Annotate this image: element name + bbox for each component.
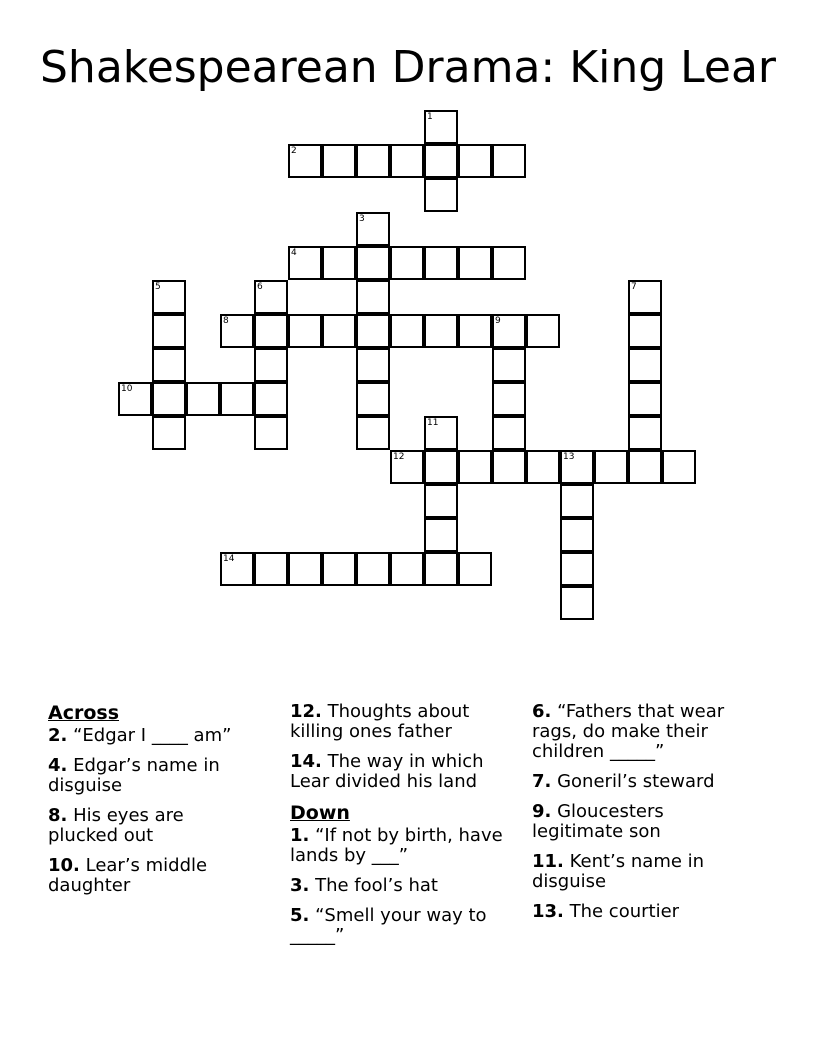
clue <box>290 906 505 946</box>
clue-number: 14. <box>290 751 322 772</box>
grid-cell[interactable] <box>220 314 254 348</box>
cell-number: 7 <box>631 282 637 292</box>
clue-text: His eyes are plucked out <box>48 805 184 846</box>
clue <box>532 702 757 762</box>
grid-cell[interactable] <box>390 246 424 280</box>
grid-cell[interactable] <box>594 450 628 484</box>
grid-cell[interactable] <box>492 314 526 348</box>
clue-number: 5. <box>290 905 310 926</box>
cell-number: 6 <box>257 282 263 292</box>
grid-cell[interactable] <box>424 484 458 518</box>
clue-text: Kent’s name in disguise <box>532 851 705 892</box>
clue-text: Edgar’s name in disguise <box>48 755 220 796</box>
cell-number: 5 <box>155 282 161 292</box>
grid-cell[interactable] <box>424 314 458 348</box>
cell-number: 3 <box>359 214 365 224</box>
clues-column-3 <box>532 702 757 932</box>
grid-cell[interactable] <box>560 450 594 484</box>
grid-cell[interactable] <box>254 280 288 314</box>
across-heading: Across <box>48 702 120 724</box>
grid-cell[interactable] <box>458 144 492 178</box>
clue <box>290 752 505 792</box>
grid-cell[interactable] <box>220 382 254 416</box>
cell-number: 2 <box>291 146 297 156</box>
grid-cell[interactable] <box>254 416 288 450</box>
clue-text: Gloucesters legitimate son <box>532 801 664 842</box>
grid-cell[interactable] <box>628 348 662 382</box>
down-heading: Down <box>290 802 350 824</box>
grid-cell[interactable] <box>390 552 424 586</box>
across-clue-list <box>48 726 258 896</box>
puzzle-title: Shakespearean Drama: King Lear <box>40 42 776 93</box>
grid-cell[interactable] <box>254 314 288 348</box>
grid-cell[interactable] <box>322 144 356 178</box>
grid-cell[interactable] <box>254 552 288 586</box>
grid-cell[interactable] <box>356 212 390 246</box>
clue-text: Thoughts about killing ones father <box>290 701 470 742</box>
grid-cell[interactable] <box>492 246 526 280</box>
grid-cell[interactable] <box>322 552 356 586</box>
grid-cell[interactable] <box>662 450 696 484</box>
clue-text: “Smell your way to _____” <box>290 905 487 946</box>
clue <box>48 756 258 796</box>
clue <box>532 852 757 892</box>
grid-cell[interactable] <box>254 382 288 416</box>
grid-cell[interactable] <box>628 450 662 484</box>
grid-cell[interactable] <box>288 314 322 348</box>
grid-cell[interactable] <box>186 382 220 416</box>
grid-cell[interactable] <box>220 552 254 586</box>
grid-cell[interactable] <box>356 416 390 450</box>
clue-number: 4. <box>48 755 68 776</box>
clue-number: 1. <box>290 825 310 846</box>
grid-cell[interactable] <box>390 314 424 348</box>
grid-cell[interactable] <box>424 110 458 144</box>
grid-cell[interactable] <box>560 586 594 620</box>
grid-cell[interactable] <box>152 382 186 416</box>
grid-cell[interactable] <box>254 348 288 382</box>
down-clue-list <box>290 826 505 946</box>
cell-number: 12 <box>393 452 405 462</box>
grid-cell[interactable] <box>322 246 356 280</box>
grid-cell[interactable] <box>322 314 356 348</box>
clue-text: “Edgar I ____ am” <box>67 725 232 746</box>
cell-number: 10 <box>121 384 133 394</box>
grid-cell[interactable] <box>560 484 594 518</box>
grid-cell[interactable] <box>424 450 458 484</box>
grid-cell[interactable] <box>356 144 390 178</box>
grid-cell[interactable] <box>390 450 424 484</box>
cell-number: 9 <box>495 316 501 326</box>
clue-number: 9. <box>532 801 552 822</box>
grid-cell[interactable] <box>424 416 458 450</box>
grid-cell[interactable] <box>118 382 152 416</box>
grid-cell[interactable] <box>628 382 662 416</box>
clue-number: 12. <box>290 701 322 722</box>
clue <box>532 802 757 842</box>
clues-column-2 <box>290 702 505 956</box>
clue-text: Goneril’s steward <box>551 771 715 792</box>
grid-cell[interactable] <box>560 518 594 552</box>
grid-cell[interactable] <box>560 552 594 586</box>
grid-cell[interactable] <box>424 552 458 586</box>
grid-cell[interactable] <box>492 144 526 178</box>
cell-number: 13 <box>563 452 575 462</box>
clue-number: 3. <box>290 875 310 896</box>
cell-number: 8 <box>223 316 229 326</box>
grid-cell[interactable] <box>356 348 390 382</box>
clue <box>532 772 757 792</box>
clue-number: 2. <box>48 725 68 746</box>
grid-cell[interactable] <box>424 246 458 280</box>
clues-column-1 <box>48 702 258 906</box>
clue-number: 7. <box>532 771 552 792</box>
grid-cell[interactable] <box>526 314 560 348</box>
grid-cell[interactable] <box>288 246 322 280</box>
grid-cell[interactable] <box>628 416 662 450</box>
clue <box>532 902 757 922</box>
clue-text: “If not by birth, have lands by ___” <box>290 825 503 866</box>
clue-number: 6. <box>532 701 552 722</box>
grid-cell[interactable] <box>424 144 458 178</box>
grid-cell[interactable] <box>390 144 424 178</box>
clue-text: “Fathers that wear rags, do make their children _____” <box>532 701 725 762</box>
clue <box>290 876 505 896</box>
cell-number: 14 <box>223 554 235 564</box>
grid-cell[interactable] <box>492 348 526 382</box>
grid-cell[interactable] <box>492 450 526 484</box>
clue <box>290 702 505 742</box>
grid-cell[interactable] <box>628 314 662 348</box>
clue <box>290 826 505 866</box>
grid-cell[interactable] <box>628 280 662 314</box>
down-clue-list-continued <box>532 702 757 922</box>
clue-number: 13. <box>532 901 564 922</box>
grid-cell[interactable] <box>458 450 492 484</box>
grid-cell[interactable] <box>458 552 492 586</box>
grid-cell[interactable] <box>424 518 458 552</box>
grid-cell[interactable] <box>152 280 186 314</box>
grid-cell[interactable] <box>356 280 390 314</box>
across-clue-list-continued <box>290 702 505 792</box>
grid-cell[interactable] <box>356 552 390 586</box>
grid-cell[interactable] <box>458 314 492 348</box>
grid-cell[interactable] <box>356 314 390 348</box>
clue-text: The courtier <box>563 901 680 922</box>
grid-cell[interactable] <box>288 144 322 178</box>
grid-cell[interactable] <box>356 382 390 416</box>
grid-cell[interactable] <box>424 178 458 212</box>
grid-cell[interactable] <box>492 382 526 416</box>
clue <box>48 806 258 846</box>
clue <box>48 726 258 746</box>
clue-text: The way in which Lear divided his land <box>290 751 484 792</box>
cell-number: 11 <box>427 418 439 428</box>
grid-cell[interactable] <box>152 348 186 382</box>
clue-number: 11. <box>532 851 564 872</box>
clue <box>48 856 258 896</box>
clue-number: 10. <box>48 855 80 876</box>
clue-text: Lear’s middle daughter <box>48 855 208 896</box>
clue-number: 8. <box>48 805 68 826</box>
grid-cell[interactable] <box>288 552 322 586</box>
grid-cell[interactable] <box>356 246 390 280</box>
grid-cell[interactable] <box>152 314 186 348</box>
cell-number: 4 <box>291 248 297 258</box>
grid-cell[interactable] <box>152 416 186 450</box>
clue-text: The fool’s hat <box>309 875 438 896</box>
grid-cell[interactable] <box>458 246 492 280</box>
cell-number: 1 <box>427 112 433 122</box>
grid-cell[interactable] <box>526 450 560 484</box>
grid-cell[interactable] <box>492 416 526 450</box>
